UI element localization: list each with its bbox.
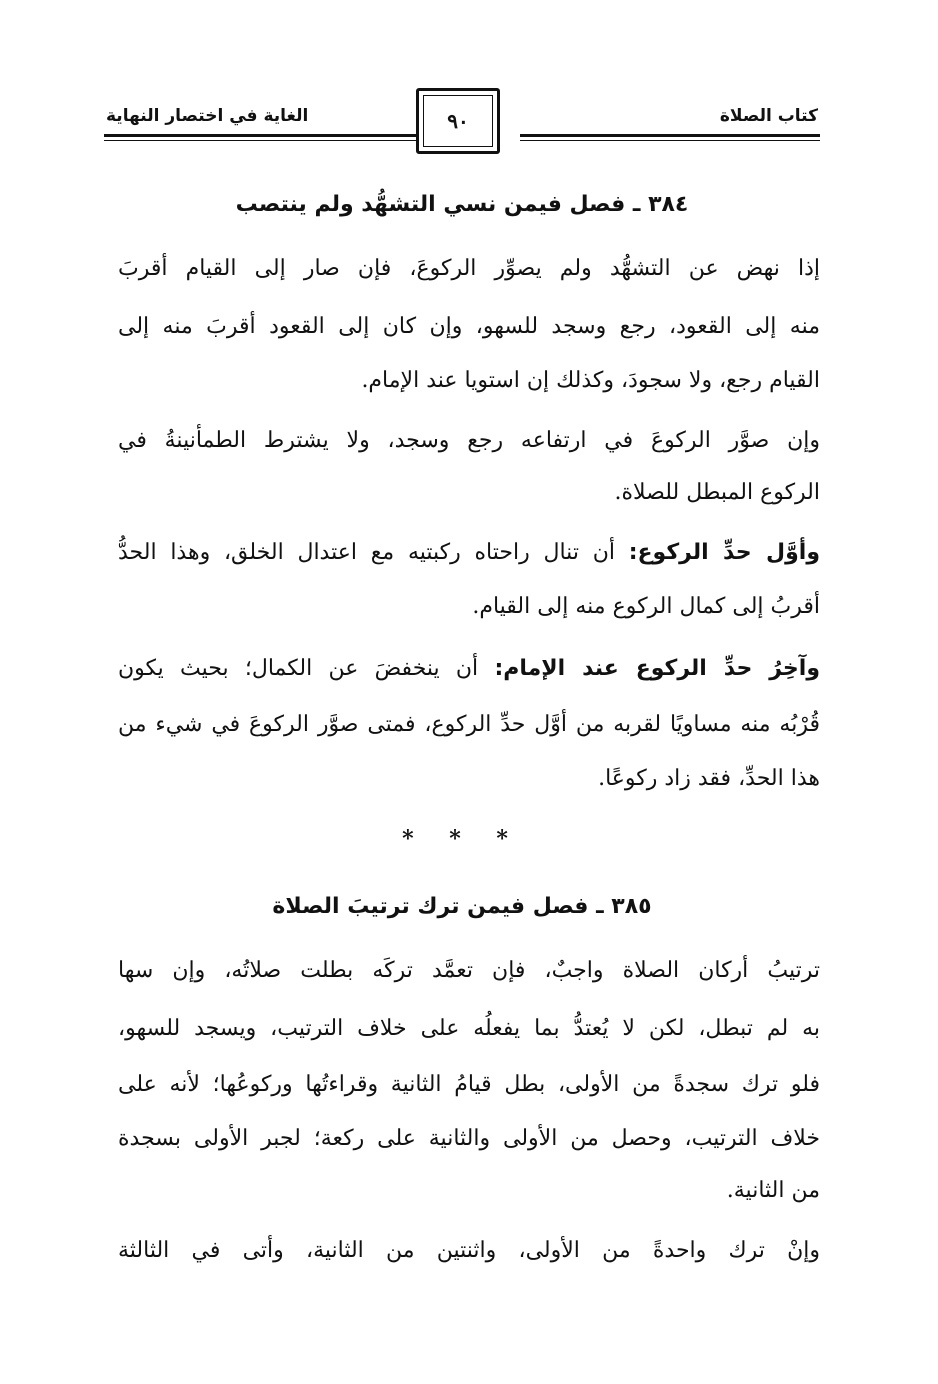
page-number-frame bbox=[416, 88, 500, 154]
paragraph-line: أقربُ إلى كمال الركوع منه إلى القيام. bbox=[472, 594, 820, 619]
paragraph-text: أن ينخفضَ عن الكمال؛ بحيث يكون bbox=[118, 656, 479, 681]
paragraph-line: هذا الحدِّ، فقد زاد ركوعًا. bbox=[598, 766, 820, 791]
header-rule-right-thin bbox=[520, 140, 820, 141]
header-rule-left bbox=[104, 134, 416, 137]
paragraph-line: القيام رجع، ولا سجودَ، وكذلك إن استويا عند الإمام. bbox=[361, 368, 820, 393]
paragraph-line: قُرْبُه منه مساويًا لقربه من أوَّل حدِّ الركوع، فمتى صوَّر الركوعَ في شيء من bbox=[118, 712, 821, 737]
book-title: كتاب الصلاة bbox=[719, 106, 818, 126]
paragraph-line: منه إلى القعود، رجع وسجد للسهو، وإن كان إلى القعود أقربَ منه إلى bbox=[118, 314, 820, 339]
term-label: وأوَّل حدِّ الركوع: bbox=[628, 540, 821, 565]
work-title: الغاية في اختصار النهاية bbox=[106, 106, 309, 126]
section-384-heading: ٣٨٤ ـ فصل فيمن نسي التشهُّد ولم ينتصب bbox=[235, 192, 689, 217]
section-separator: * * * bbox=[402, 826, 522, 852]
paragraph-line: من الثانية. bbox=[726, 1178, 820, 1203]
paragraph-line: ترتيبُ أركان الصلاة واجبٌ، فإن تعمَّد تركَه بطلت صلاتُه، وإن سها bbox=[118, 958, 820, 983]
paragraph-text: أن تنال راحتاه ركبتيه مع اعتدال الخلق، وهذا الحدُّ bbox=[118, 540, 615, 565]
paragraph-line bbox=[118, 654, 820, 684]
paragraph-line: فلو ترك سجدةً من الأولى، بطل قيامُ الثانية وقراءتُها وركوعُها؛ لأنه على bbox=[118, 1072, 820, 1097]
header-rule-left-thin bbox=[104, 140, 416, 141]
section-385-heading: ٣٨٥ ـ فصل فيمن ترك ترتيبَ الصلاة bbox=[272, 894, 652, 919]
paragraph-line: وإن صوَّر الركوعَ في ارتفاعه رجع وسجد، ولا يشترط الطمأنينةُ في bbox=[118, 428, 820, 453]
term-label: وآخِرُ حدِّ الركوع عند الإمام: bbox=[494, 656, 820, 681]
paragraph-line bbox=[118, 538, 820, 568]
paragraph-line: إذا نهض عن التشهُّد ولم يصوِّر الركوعَ، فإن صار إلى القيام أقربَ bbox=[118, 256, 820, 281]
paragraph-line: خلاف الترتيب، وحصل من الأولى والثانية على ركعة؛ لجبر الأولى بسجدة bbox=[118, 1126, 820, 1151]
paragraph-line: به لم تبطل، لكن لا يُعتدُّ بما يفعلُه على خلاف الترتيب، ويسجد للسهو، bbox=[118, 1016, 820, 1041]
paragraph-line: وإنْ ترك واحدةً من الأولى، واثنتين من الثانية، وأتى في الثالثة bbox=[118, 1238, 820, 1263]
header-rule-right bbox=[520, 134, 820, 137]
running-head bbox=[104, 96, 820, 140]
page-number: ٩٠ bbox=[447, 109, 469, 133]
paragraph-line: الركوع المبطل للصلاة. bbox=[614, 480, 820, 505]
